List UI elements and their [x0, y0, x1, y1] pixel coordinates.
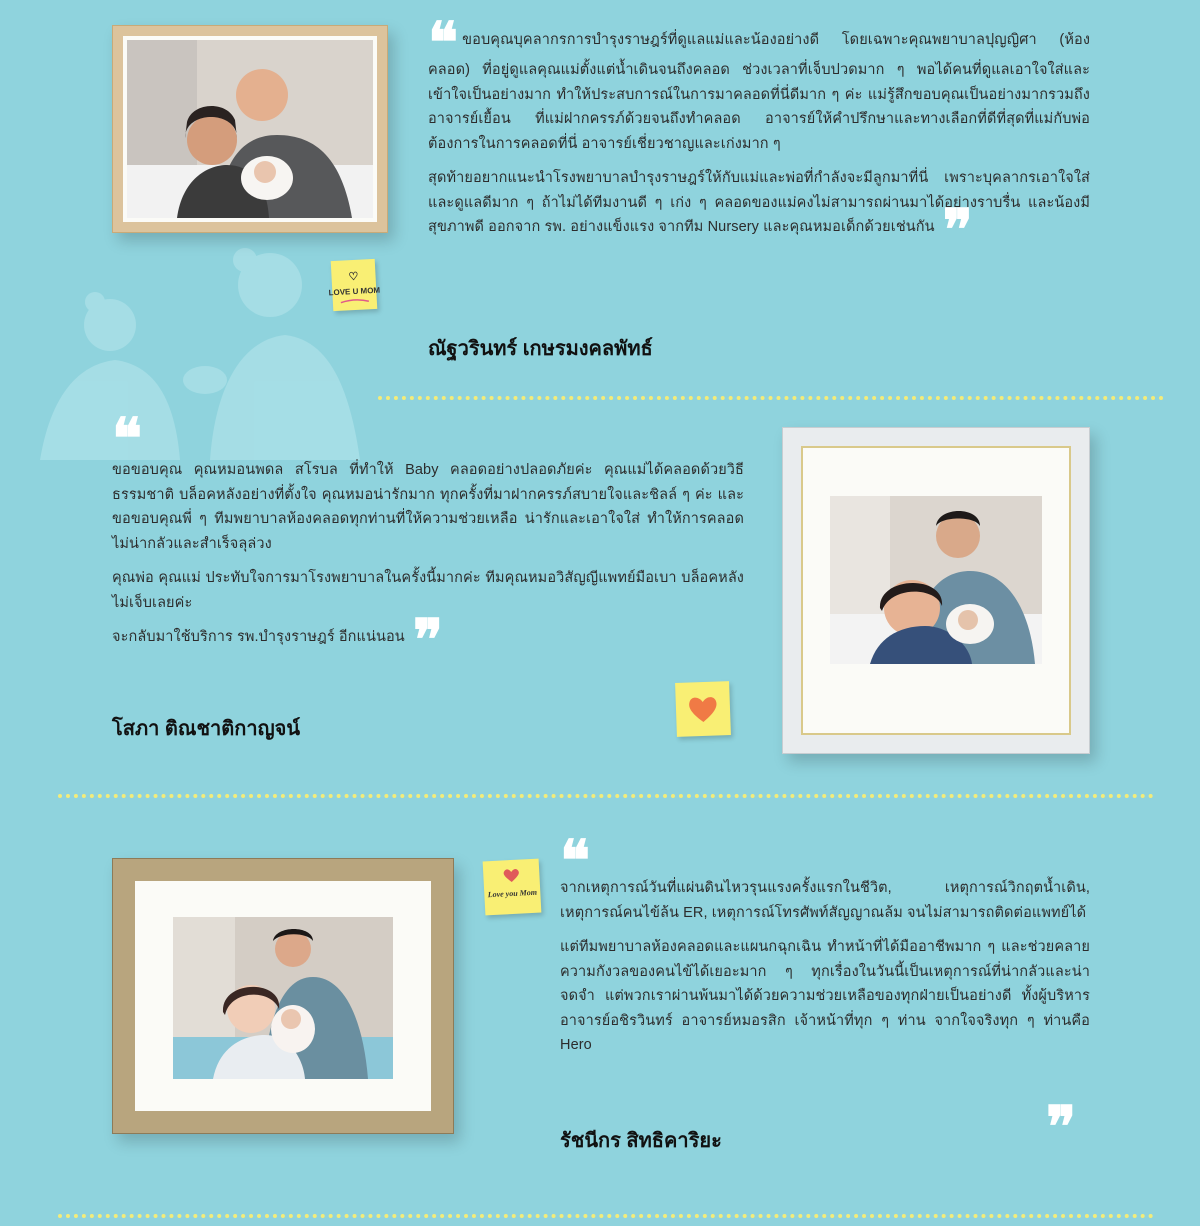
sticky-note-love-you-mom — [483, 859, 542, 916]
testimonial-author-2: โสภา ติณชาติกาญจน์ — [112, 718, 301, 740]
photo-frame-silver — [782, 427, 1090, 754]
quote-paragraph: คุณพ่อ คุณแม่ ประทับใจการมาโรงพยาบาลในครั้งนี้มากค่ะ ทีมคุณหมอวิสัญญีแพทย์มือเบา บล็อคหลังไม่เจ็บเลยค่ะ — [112, 570, 744, 611]
open-quote-icon: ❝ — [112, 406, 137, 472]
quote-paragraph: สุดท้ายอยากแนะนำโรงพยาบาลบำรุงราษฎร์ให้กับแม่และพ่อที่กำลังจะมีลูกมาที่นี่ เพราะบุคลากรเอาใจใส่และดูแลดีมาก ๆ ถ้าไม่ได้ทีมงานดี ๆ เก่ง ๆ คลอดของแม่คงไม่สามารถผ่านมาได้อย่างราบรื่น และน้องมีสุขภาพดี ออกจาก รพ. อย่างแข็งแรง จากทีม Nursery และคุณหมอเด็กด้วยเช่นกัน ❞ — [428, 170, 1090, 263]
open-quote-icon: ❝ — [428, 10, 453, 76]
sticky-note-heart — [675, 681, 731, 737]
testimonial-quote-1 — [428, 10, 1090, 263]
dotted-divider — [58, 794, 1154, 798]
sticky-note-love-u-mom — [328, 259, 381, 311]
quote-paragraph: ❝ ขอบคุณบุคลากรการบำรุงราษฎร์ที่ดูแลแม่และน้องอย่างดี โดยเฉพาะคุณพยาบาลปุญญิศา (ห้องคลอด) ที่อยู่ดูแลคุณแม่ตั้งแต่น้ำเดินจนถึงคลอด ช่วงเวลาที่เจ็บปวดมาก ๆ พอได้คนที่ดูแลเอาใจใส่และเข้าใจเป็นอย่างมาก ทำให้ประสบการณ์ในการมาคลอดที่นี่ดีมาก ๆ ค่ะ แม่รู้สึกขอบคุณเป็นอย่างมากรวมถึงอาจารย์เยื้อน ที่แม่ฝากครรภ์ด้วยจนถึงทำคลอด อาจารย์ให้คำปรึกษาและทางเลือกที่ดีที่สุดที่แม่กับพ่อต้องการในการคลอดที่นี่ อาจารย์เชี่ยวชาญและเก่งมาก ๆ — [428, 10, 1090, 152]
dotted-divider — [378, 396, 1164, 400]
testimonial-author-1: ณัฐวรินทร์ เกษรมงคลพัทธ์ — [428, 338, 653, 360]
family-photo — [127, 40, 373, 218]
testimonial-quote-3 — [560, 828, 1090, 1068]
close-quote-icon: ❞ — [412, 607, 437, 673]
sticker-love-you-mom-text: Love you Mom — [487, 887, 538, 900]
quote-paragraph: แต่ทีมพยาบาลห้องคลอดและแผนกฉุกเฉิน ทำหน้าที่ได้มืออาชีพมาก ๆ และช่วยคลายความกังวลของคนไข้ได้เยอะมาก ๆ ทุกเรื่องในวันนี้เป็นเหตุการณ์ที่น่ากลัวและน่าจดจำ แต่พวกเราผ่านพ้นมาได้ด้วยความช่วยเหลือของทุกฝ่ายเป็นอย่างดี ทั้งผู้บริหาร อาจารย์อชิรวินทร์ อาจารย์หมอรสิก เจ้าหน้าที่ทุก ๆ ท่าน จากใจจริงทุก ๆ ท่านคือ Hero — [560, 939, 1090, 1053]
photo-frame-gold — [112, 858, 454, 1134]
family-photo — [830, 496, 1042, 664]
quote-paragraph: จะกลับมาใช้บริการ รพ.บำรุงราษฎร์ อีกแน่นอน ❞ — [112, 607, 437, 673]
sticker-love-u-text: LOVE U MOM — [328, 285, 381, 298]
testimonial-quote-2 — [112, 406, 744, 673]
quote-paragraph: จากเหตุการณ์วันที่แผ่นดินไหวรุนแรงครั้งแรกในชีวิต, เหตุการณ์วิกฤตน้ำเดิน, เหตุการณ์คนไข้ล้น ER, เหตุการณ์โทรศัพท์สัญญาณล้ม จนไม่สามารถติดต่อแพทย์ได้ — [560, 880, 1090, 921]
quote-paragraph: ขอขอบคุณ คุณหมอนพดล สโรบล ที่ทำให้ Baby คลอดอย่างปลอดภัยค่ะ คุณแม่ได้คลอดด้วยวิธีธรรมชาติ บล็อคหลังอย่างที่ตั้งใจ คุณหมอน่ารักมาก ทุกครั้งที่มาฝากครรภ์สบายใจและชิลล์ ๆ ค่ะ และขอขอบคุณพี่ ๆ ทีมพยาบาลห้องคลอดทุกท่านที่ให้ความช่วยเหลือ น่ารักและเอาใจใส่ ทำให้การคลอดไม่น่ากลัวและสำเร็จลุล่วง — [112, 462, 744, 552]
photo-frame-wood — [112, 25, 388, 233]
testimonial-author-3: รัชนีกร สิทธิคาริยะ — [560, 1130, 722, 1152]
close-quote-icon: ❞ — [942, 197, 967, 263]
svg-text:♡: ♡ — [348, 270, 359, 284]
family-photo — [173, 917, 393, 1079]
dotted-divider — [58, 1214, 1154, 1218]
heart-icon — [689, 697, 717, 723]
close-quote-icon: ❞ — [1046, 1094, 1071, 1160]
open-quote-icon: ❝ — [560, 828, 585, 894]
